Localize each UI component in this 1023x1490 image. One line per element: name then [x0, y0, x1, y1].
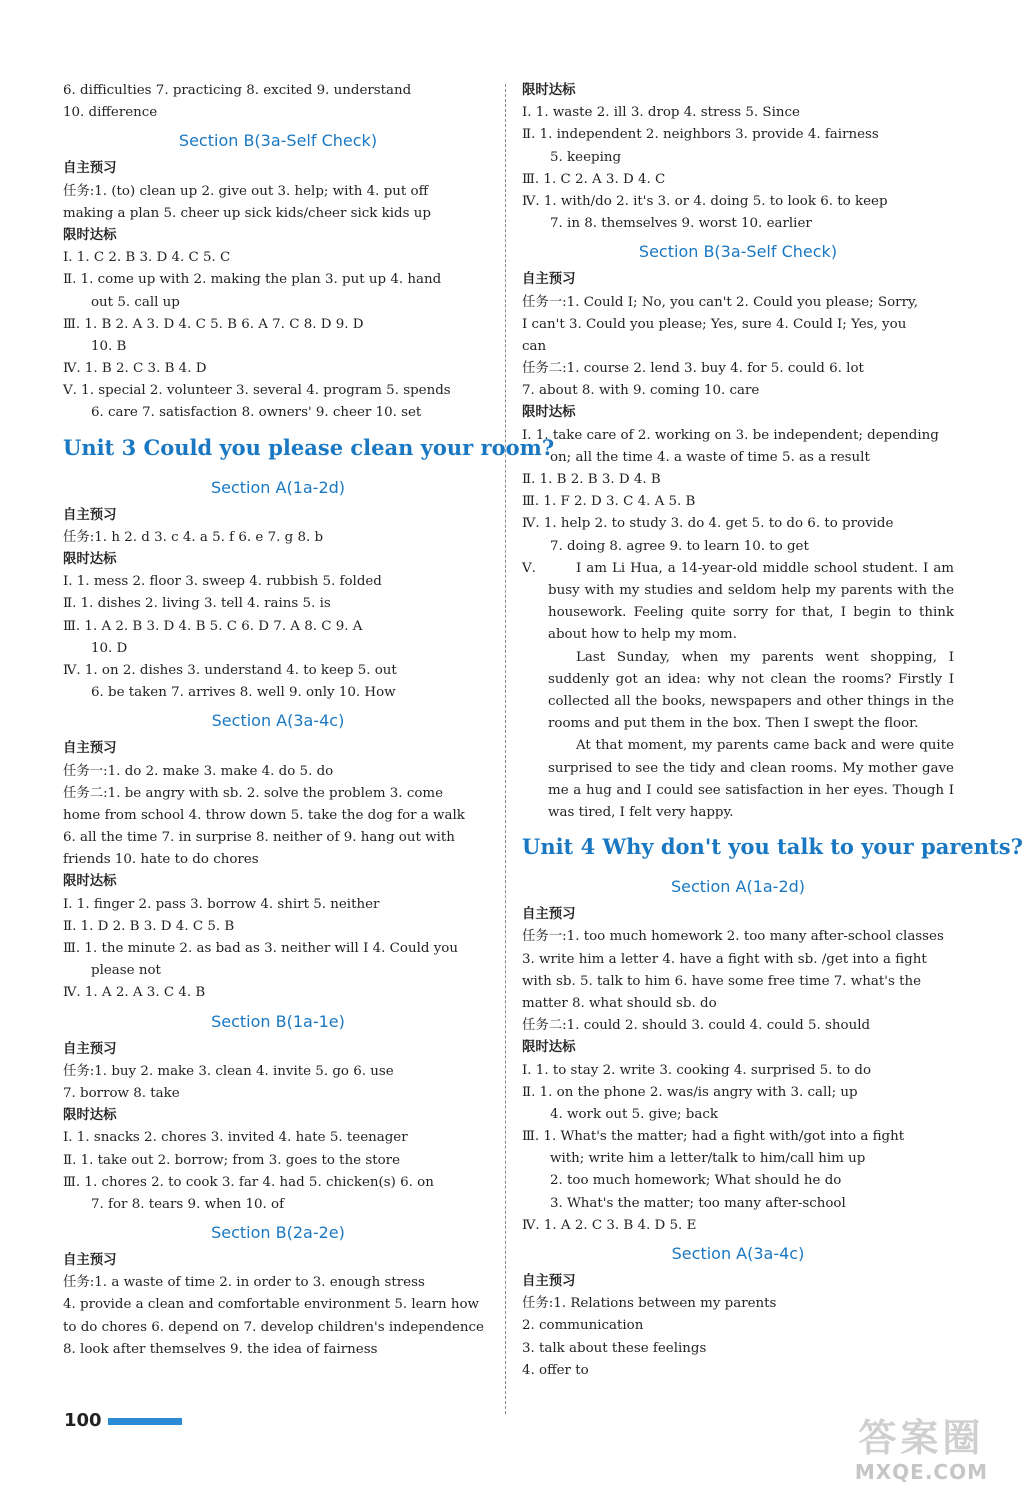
answer-line: 3. talk about these feelings	[522, 1340, 707, 1356]
exercise-label: 自主预习	[522, 272, 576, 288]
exercise-label: 限时达标	[522, 405, 576, 421]
answer-line: Ⅲ. 1. B 2. A 3. D 4. C 5. B 6. A 7. C 8. D 9. D	[63, 316, 364, 332]
answer-line: Ⅳ. 1. A 2. C 3. B 4. D 5. E	[522, 1217, 697, 1233]
answer-line: Ⅲ. 1. A 2. B 3. D 4. B 5. C 6. D 7. A 8. C 9. A	[63, 618, 363, 634]
answer-line-continued: 4. work out 5. give; back	[550, 1106, 718, 1122]
answer-line: 任务:1. Relations between my parents	[522, 1296, 777, 1312]
answer-line-continued: 10. D	[91, 640, 128, 656]
answer-line: home from school 4. throw down 5. take the dog for a walk	[63, 807, 465, 823]
section-heading: Section B(1a-1e)	[211, 1011, 345, 1031]
answer-line: Ⅱ. 1. B 2. B 3. D 4. B	[522, 472, 661, 487]
answer-line: 任务一:1. do 2. make 3. make 4. do 5. do	[63, 763, 334, 779]
answer-line: Ⅱ. 1. take out 2. borrow; from 3. goes to the store	[63, 1152, 401, 1168]
page-footer	[64, 1410, 182, 1431]
answer-line-continued: with; write him a letter/talk to him/call him up	[550, 1151, 866, 1167]
answer-line: Ⅱ. 1. dishes 2. living 3. tell 4. rains 5. is	[63, 596, 331, 612]
answer-line: Ⅲ. 1. C 2. A 3. D 4. C	[522, 171, 666, 187]
watermark	[855, 1416, 988, 1484]
page-number: 100	[64, 1410, 102, 1431]
answer-line: 7. about 8. with 9. coming 10. care	[522, 383, 760, 399]
answer-line: 4. provide a clean and comfortable environment 5. learn how	[63, 1297, 480, 1313]
answer-line: Ⅳ. 1. with/do 2. it's 3. or 4. doing 5. to look 6. to keep	[522, 193, 888, 209]
answer-line: Ⅰ. 1. C 2. B 3. D 4. C 5. C	[63, 250, 231, 266]
answer-line: 任务:1. (to) clean up 2. give out 3. help; with 4. put off	[63, 183, 429, 199]
exercise-label: 限时达标	[63, 552, 117, 567]
answer-line: Ⅰ. 1. waste 2. ill 3. drop 4. stress 5. Since	[522, 105, 800, 121]
answer-line-continued: 6. be taken 7. arrives 8. well 9. only 10. How	[91, 685, 396, 701]
exercise-label: 限时达标	[63, 1108, 117, 1124]
answer-line: Ⅰ. 1. mess 2. floor 3. sweep 4. rubbish 5. folded	[63, 574, 382, 590]
section-heading: Section A(1a-2d)	[210, 477, 346, 497]
page-number-bar	[108, 1418, 182, 1425]
section-heading: Section B(3a-Self Check)	[638, 242, 838, 262]
section-heading: Section A(3a-4c)	[211, 711, 345, 731]
answer-line-continued: please not	[91, 963, 161, 979]
answer-line: 任务一:1. too much homework 2. too many after-school classes	[522, 929, 944, 945]
essay-answer	[522, 558, 954, 824]
answer-line: with sb. 5. talk to him 6. have some free time 7. what's the	[522, 973, 921, 989]
answer-line: 2. communication	[522, 1318, 644, 1334]
answer-line: Ⅳ. 1. on 2. dishes 3. understand 4. to keep 5. out	[63, 662, 397, 678]
answer-line: 10. difference	[63, 105, 158, 121]
section-heading: Section B(2a-2e)	[211, 1223, 345, 1243]
answer-line-continued: out 5. call up	[91, 294, 180, 310]
section-heading: Section A(1a-2d)	[670, 877, 806, 897]
answer-line: Ⅱ. 1. on the phone 2. was/is angry with 3. call; up	[522, 1084, 858, 1100]
answer-line-continued: 7. in 8. themselves 9. worst 10. earlier	[550, 216, 812, 232]
answer-line: Ⅳ. 1. A 2. A 3. C 4. B	[63, 985, 206, 1001]
answer-line: 7. borrow 8. take	[63, 1085, 180, 1101]
exercise-label: 自主预习	[63, 741, 117, 757]
answer-line: 6. all the time 7. in surprise 8. neither of 9. hang out with	[63, 830, 455, 846]
answer-line: Ⅱ. 1. independent 2. neighbors 3. provide 4. fairness	[522, 127, 879, 143]
exercise-label: 限时达标	[522, 1040, 576, 1056]
answer-line: 任务二:1. course 2. lend 3. buy 4. for 5. could 6. lot	[522, 361, 864, 377]
exercise-label: 自主预习	[522, 1274, 576, 1289]
essay-paragraph: At that moment, my parents came back and were quite surprised to see the tidy and clean rooms. My mother gave me a hug and I could see satisfaction in her eyes. Though I was tired, I felt very happy.	[548, 738, 954, 820]
unit-title: Unit 3 Could you please clean your room?	[63, 434, 555, 460]
answer-line: Ⅲ. 1. the minute 2. as bad as 3. neither will I 4. Could you	[63, 941, 458, 956]
exercise-label: 自主预习	[63, 1041, 117, 1057]
answer-line: Ⅱ. 1. D 2. B 3. D 4. C 5. B	[63, 918, 235, 934]
answer-line-continued: 5. keeping	[550, 149, 622, 165]
answer-line: Ⅲ. 1. F 2. D 3. C 4. A 5. B	[522, 494, 696, 510]
watermark-url: MXQE.COM	[854, 1460, 988, 1484]
answer-line: 3. write him a letter 4. have a fight with sb. /get into a fight	[522, 951, 927, 967]
answer-line-continued: 10. B	[91, 338, 127, 354]
exercise-label: 限时达标	[63, 874, 117, 890]
right-column	[522, 80, 1023, 1382]
exercise-label: 自主预习	[63, 1253, 117, 1269]
answer-line-continued: 7. for 8. tears 9. when 10. of	[91, 1196, 285, 1212]
answer-line: I can't 3. Could you please; Yes, sure 4. Could I; Yes, you	[522, 316, 907, 332]
answer-line: Ⅰ. 1. snacks 2. chores 3. invited 4. hate 5. teenager	[63, 1130, 408, 1146]
answer-line: 任务二:1. be angry with sb. 2. solve the problem 3. come	[63, 785, 443, 801]
section-heading: Section A(3a-4c)	[671, 1244, 805, 1263]
answer-line: making a plan 5. cheer up sick kids/cheer sick kids up	[63, 205, 431, 221]
exercise-label: 自主预习	[63, 507, 117, 523]
unit-title: Unit 4 Why don't you talk to your parents?	[522, 834, 1023, 860]
column-divider	[505, 84, 506, 1414]
exercise-label: 限时达标	[522, 83, 576, 98]
answer-line: Ⅳ. 1. help 2. to study 3. do 4. get 5. to do 6. to provide	[522, 516, 894, 532]
answer-line-continued: 7. doing 8. agree 9. to learn 10. to get	[550, 538, 809, 554]
answer-line: 4. offer to	[522, 1362, 589, 1378]
answer-line: Ⅲ. 1. What's the matter; had a fight with/got into a fight	[522, 1129, 905, 1145]
answer-line: friends 10. hate to do chores	[63, 852, 259, 868]
answer-line-continued: 3. What's the matter; too many after-school	[550, 1195, 846, 1211]
answer-line: matter 8. what should sb. do	[522, 995, 717, 1011]
answer-line: 任务二:1. could 2. should 3. could 4. could 5. should	[522, 1018, 871, 1034]
watermark-logo: 答案圈	[858, 1416, 985, 1460]
exercise-label: 自主预习	[522, 907, 576, 923]
answer-line-continued: 6. care 7. satisfaction 8. owners' 9. cheer 10. set	[91, 405, 422, 421]
answer-line: Ⅱ. 1. come up with 2. making the plan 3. put up 4. hand	[63, 272, 442, 288]
essay-paragraph: I am Li Hua, a 14-year-old middle school student. I am busy with my studies and seldom help my parents with the housework. Feeling quite sorry for that, I begin to think about how to help my mom.	[548, 560, 954, 643]
section-heading: Section B(3a-Self Check)	[178, 131, 378, 151]
answer-line: to do chores 6. depend on 7. develop children's independence	[63, 1319, 484, 1335]
essay-paragraph: Last Sunday, when my parents went shopping, I suddenly got an idea: why not clean the rooms? Firstly I collected all the books, newspapers and other things in the rooms and put them in the box. Then I swept the floor.	[548, 649, 954, 732]
answer-line: 8. look after themselves 9. the idea of fairness	[63, 1341, 378, 1357]
answer-line: 任务:1. a waste of time 2. in order to 3. enough stress	[63, 1275, 425, 1291]
answer-line: 6. difficulties 7. practicing 8. excited 9. understand	[63, 83, 412, 98]
answer-line: Ⅰ. 1. finger 2. pass 3. borrow 4. shirt 5. neither	[63, 896, 380, 912]
exercise-label: 自主预习	[63, 161, 117, 177]
answer-line-continued: 2. too much homework; What should he do	[550, 1173, 842, 1189]
exercise-label: 限时达标	[63, 227, 117, 243]
answer-line: can	[522, 338, 547, 354]
answer-line: Ⅳ. 1. B 2. C 3. B 4. D	[63, 361, 207, 377]
answer-line: 任务:1. buy 2. make 3. clean 4. invite 5. go 6. use	[63, 1063, 394, 1079]
answer-line: Ⅲ. 1. chores 2. to cook 3. far 4. had 5. chicken(s) 6. on	[63, 1174, 434, 1190]
answer-line: Ⅰ. 1. take care of 2. working on 3. be independent; depending	[522, 427, 939, 443]
essay-label: Ⅴ.	[522, 560, 536, 576]
answer-line: Ⅴ. 1. special 2. volunteer 3. several 4. program 5. spends	[63, 383, 451, 399]
answer-line: 任务一:1. Could I; No, you can't 2. Could you please; Sorry,	[522, 294, 919, 310]
answer-line: Ⅰ. 1. to stay 2. write 3. cooking 4. surprised 5. to do	[522, 1062, 872, 1078]
answer-line-continued: on; all the time 4. a waste of time 5. as a result	[550, 449, 870, 465]
answer-line: 任务:1. h 2. d 3. c 4. a 5. f 6. e 7. g 8. b	[63, 529, 324, 545]
